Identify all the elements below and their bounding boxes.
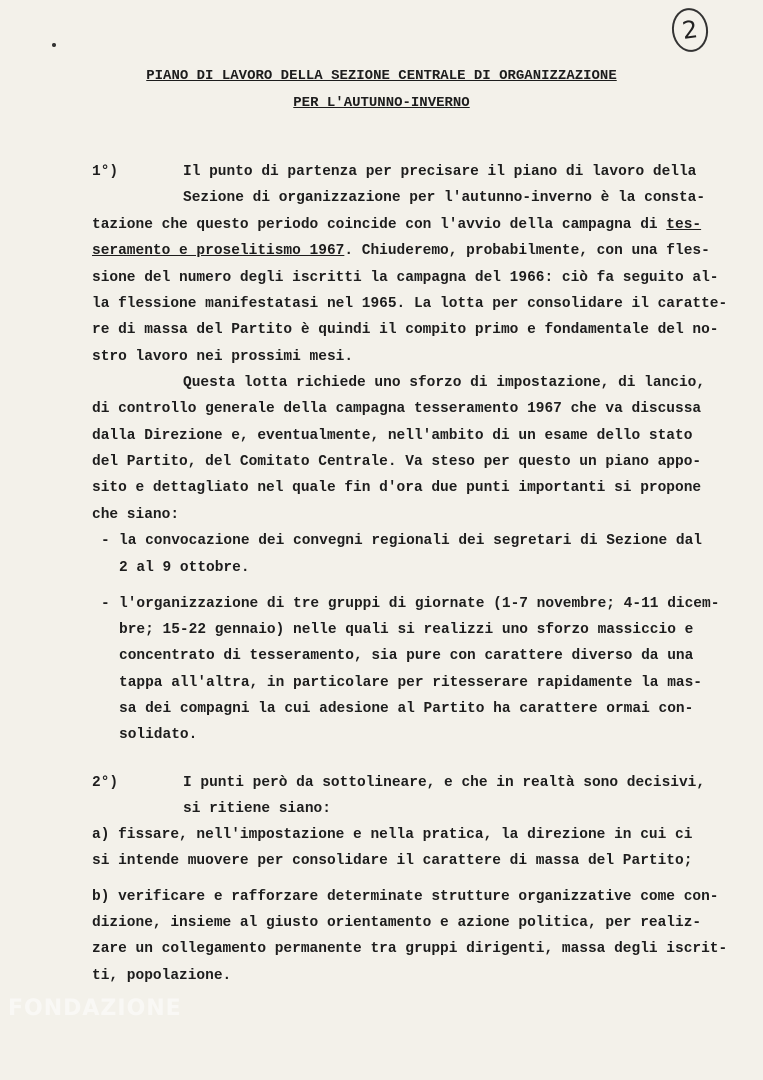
section-1-line: che siano: [92, 507, 180, 523]
document-subtitle: PER L'AUTUNNO-INVERNO [293, 95, 470, 111]
document-title: PIANO DI LAVORO DELLA SEZIONE CENTRALE DI ORGANIZZAZIONE [146, 68, 617, 84]
bullet-line: l'organizzazione di tre gruppi di giornate (1-7 novembre; 4-11 dicem- [119, 596, 720, 612]
section-1-marker: 1°) [92, 164, 119, 180]
section-1-line: la flessione manifestatasi nel 1965. La lotta per consolidare il caratte- [92, 296, 728, 312]
section-1-line: Questa lotta richiede uno sforzo di impostazione, di lancio, [183, 375, 706, 391]
section-1-line: sito e dettagliato nel quale fin d'ora due punti importanti si propone [92, 480, 702, 496]
section-2-item-b: b) verificare e rafforzare determinate strutture organizzative come con- [92, 889, 719, 905]
bullet-line: 2 al 9 ottobre. [119, 560, 250, 576]
section-1-line: Il punto di partenza per precisare il piano di lavoro della [183, 164, 697, 180]
bullet-line: tappa all'altra, in particolare per ritesserare rapidamente la mas- [119, 675, 702, 691]
section-2-item-b: zare un collegamento permanente tra gruppi dirigenti, massa degli iscrit- [92, 941, 728, 957]
section-1-line: sione del numero degli iscritti la campagna del 1966: ciò fa seguito al- [92, 270, 719, 286]
page-number: 2 [669, 6, 711, 55]
section-2-item-a: si intende muovere per consolidare il carattere di massa del Partito; [92, 853, 693, 869]
section-1-line: stro lavoro nei prossimi mesi. [92, 349, 354, 365]
bullet-line: concentrato di tesseramento, sia pure con carattere diverso da una [119, 648, 694, 664]
section-1-line: seramento e proselitismo 1967. Chiuderemo, probabilmente, con una fles- [92, 243, 710, 259]
bullet-line: sa dei compagni la cui adesione al Partito ha carattere ormai con- [119, 701, 694, 717]
section-1-line: re di massa del Partito è quindi il compito primo e fondamentale del no- [92, 322, 719, 338]
section-2-item-a: a) fissare, nell'impostazione e nella pratica, la direzione in cui ci [92, 827, 693, 843]
watermark: FONDAZIONE [8, 996, 182, 1021]
bullet-dash: - [101, 596, 110, 612]
section-2-item-b: ti, popolazione. [92, 968, 232, 984]
section-2-line: I punti però da sottolineare, e che in realtà sono decisivi, [183, 775, 706, 791]
bullet-line: bre; 15-22 gennaio) nelle quali si realizzi uno sforzo massiccio e [119, 622, 694, 638]
section-1-line: del Partito, del Comitato Centrale. Va steso per questo un piano appo- [92, 454, 702, 470]
section-1-line: Sezione di organizzazione per l'autunno-inverno è la consta- [183, 190, 706, 206]
ink-dot [52, 43, 56, 47]
bullet-line: la convocazione dei convegni regionali dei segretari di Sezione dal [119, 533, 702, 549]
section-2-line: si ritiene siano: [183, 801, 331, 817]
section-2-item-b: dizione, insieme al giusto orientamento e azione politica, per realiz- [92, 915, 702, 931]
bullet-dash: - [101, 533, 110, 549]
bullet-line: solidato. [119, 727, 198, 743]
section-1-line: dalla Direzione e, eventualmente, nell'ambito di un esame dello stato [92, 428, 693, 444]
section-1-line: tazione che questo periodo coincide con l'avvio della campagna di tes- [92, 217, 702, 233]
section-1-line: di controllo generale della campagna tesseramento 1967 che va discussa [92, 401, 702, 417]
section-2-marker: 2°) [92, 775, 119, 791]
